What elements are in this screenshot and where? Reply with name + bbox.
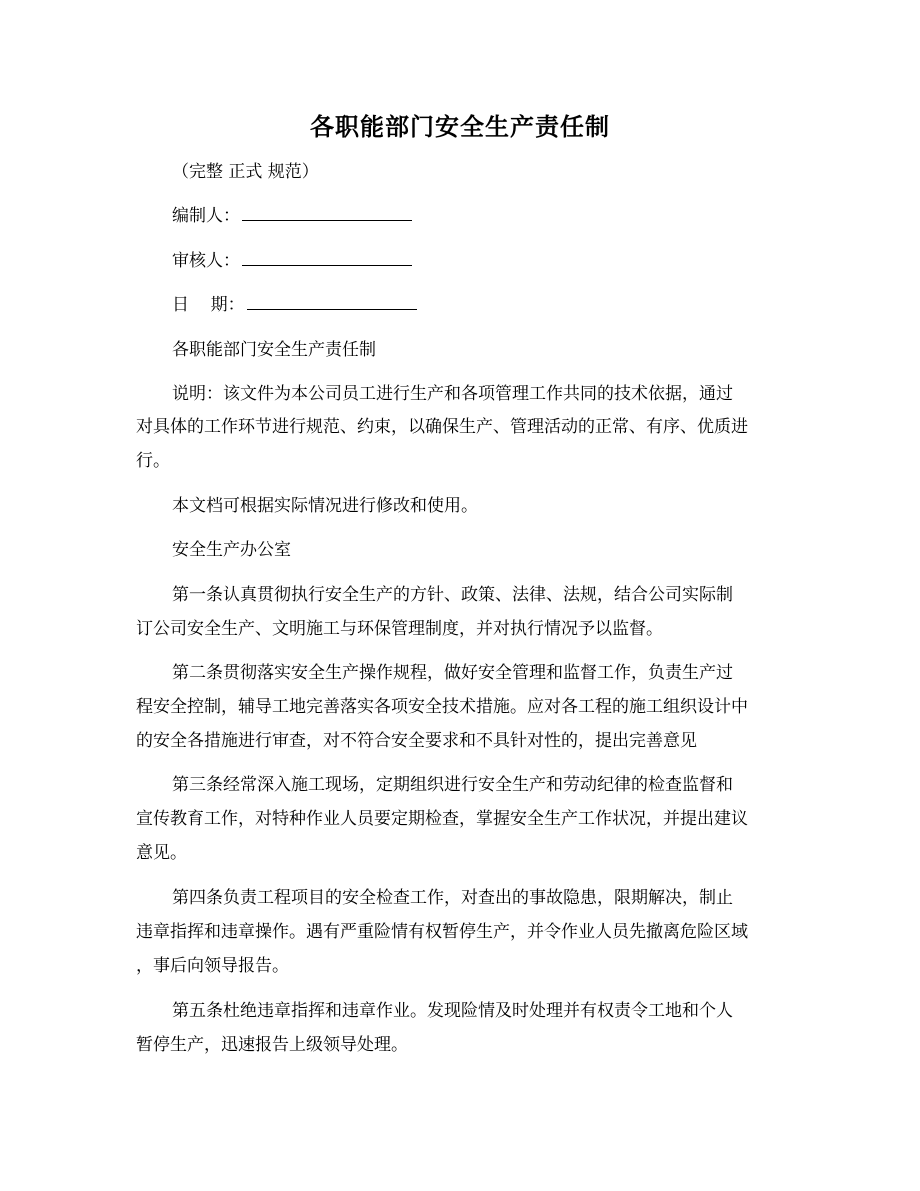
document-subtitle: （完整 正式 规范） — [172, 162, 319, 182]
paragraph-line: 行。 — [136, 451, 170, 471]
office-heading: 安全生产办公室 — [172, 540, 291, 560]
paragraph-line: 的安全各措施进行审查，对不符合安全要求和不具针对性的，提出完善意见 — [136, 731, 697, 751]
paragraph-line: 第四条负责工程项目的安全检查工作，对查出的事故隐患，限期解决，制止 — [172, 888, 733, 908]
reviewer-field — [172, 251, 412, 271]
paragraph-line: 对具体的工作环节进行规范、约束，以确保生产、管理活动的正常、有序、优质进 — [136, 417, 748, 437]
editor-label: 编制人： — [172, 206, 240, 226]
date-blank-line — [247, 295, 417, 310]
paragraph-line: 第二条贯彻落实安全生产操作规程，做好安全管理和监督工作，负责生产过 — [172, 663, 733, 683]
paragraph-line: 订公司安全生产、文明施工与环保管理制度，并对执行情况予以监督。 — [136, 619, 663, 639]
editor-field — [172, 206, 412, 226]
paragraph-line: 暂停生产，迅速报告上级领导处理。 — [136, 1035, 408, 1055]
paragraph-line: 第一条认真贯彻执行安全生产的方针、政策、法律、法规，结合公司实际制 — [172, 585, 733, 605]
reviewer-blank-line — [242, 251, 412, 266]
usage-paragraph: 本文档可根据实际情况进行修改和使用。 — [172, 496, 478, 516]
paragraph-line: 第五条杜绝违章指挥和违章作业。发现险情及时处理并有权责令工地和个人 — [172, 1001, 733, 1021]
paragraph-line: 第三条经常深入施工现场，定期组织进行安全生产和劳动纪律的检查监督和 — [172, 775, 733, 795]
paragraph-line: 违章指挥和违章操作。遇有严重险情有权暂停生产，并令作业人员先撤离危险区域 — [136, 922, 748, 942]
date-field — [172, 295, 417, 315]
repeat-title: 各职能部门安全生产责任制 — [172, 340, 376, 360]
paragraph-line: 程安全控制，辅导工地完善落实各项安全技术措施。应对各工程的施工组织设计中 — [136, 697, 748, 717]
paragraph-line: 说明：该文件为本公司员工进行生产和各项管理工作共同的技术依据，通过 — [172, 384, 733, 404]
date-label: 日 期： — [172, 295, 245, 315]
document-title: 各职能部门安全生产责任制 — [310, 112, 610, 141]
paragraph-line: ，事后向领导报告。 — [136, 956, 289, 976]
reviewer-label: 审核人： — [172, 251, 240, 271]
paragraph-line: 宣传教育工作，对特种作业人员要定期检查，掌握安全生产工作状况，并提出建议 — [136, 809, 748, 829]
editor-blank-line — [242, 206, 412, 221]
paragraph-line: 意见。 — [136, 843, 187, 863]
